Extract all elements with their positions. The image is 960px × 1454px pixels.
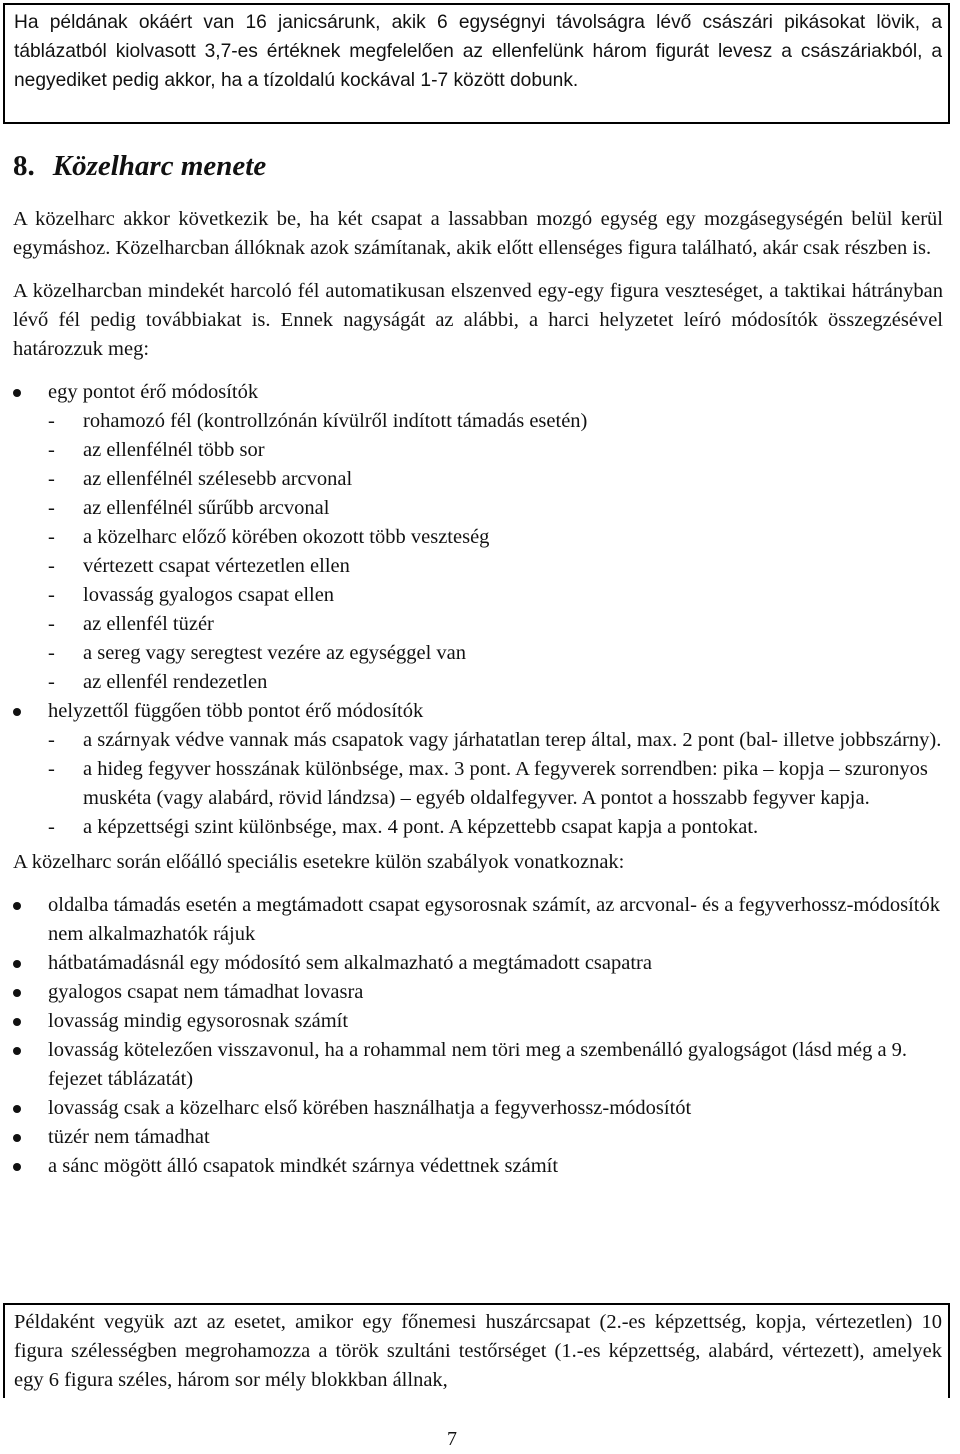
modifier-group bbox=[13, 697, 943, 842]
page-number: 7 bbox=[447, 1428, 457, 1450]
modifier-group-label: egy pontot érő módosítók bbox=[48, 381, 259, 403]
section-number: 8. bbox=[13, 150, 35, 182]
example-text-top: Ha példának okáért van 16 janicsárunk, akik 6 egységnyi távolságra lévő császári pikásokat lövik, a táblázatból kiolvasott 3,7-es értéknek megfelelően az ellenfelünk három figurát levesz a császáriakból, a negyediket pedig akkor, ha a tízoldalú kockával 1-7 között dobunk. bbox=[14, 12, 942, 91]
list-item: - vértezett csapat vértezetlen ellen bbox=[48, 552, 943, 581]
example-box-top bbox=[3, 3, 950, 124]
list-item: - a képzettségi szint különbsége, max. 4 pont. A képzettebb csapat kapja a pontokat. bbox=[48, 813, 943, 842]
list-item: - az ellenfélnél sűrűbb arcvonal bbox=[48, 494, 943, 523]
list-item: - a közelharc előző körében okozott több veszteség bbox=[48, 523, 943, 552]
paragraph-losses: A közelharcban mindekét harcoló fél automatikusan elszenved egy-egy figura veszteséget, a taktikai hátrányban lévő fél pedig továbbiakat is. Ennek nagyságát az alábbi, a harci helyzetet leíró módosítók összegzésével határozzuk meg: bbox=[13, 280, 943, 360]
list-item: a sánc mögött álló csapatok mindkét szárnya védettnek számít bbox=[13, 1152, 943, 1181]
modifier-group bbox=[13, 378, 943, 697]
list-item: lovasság kötelezően visszavonul, ha a rohammal nem töri meg a szembenálló gyalogságot (lásd még a 9. fejezet táblázatát) bbox=[13, 1036, 943, 1094]
modifier-group-label: helyzettől függően több pontot érő módosítók bbox=[48, 700, 424, 722]
section-heading bbox=[13, 146, 266, 186]
list-item: - lovasság gyalogos csapat ellen bbox=[48, 581, 943, 610]
special-rules-list bbox=[13, 891, 943, 1181]
list-item: - rohamozó fél (kontrollzónán kívülről indított támadás esetén) bbox=[48, 407, 943, 436]
list-item: hátbatámadásnál egy módosító sem alkalmazható a megtámadott csapatra bbox=[13, 949, 943, 978]
modifier-items bbox=[48, 407, 943, 697]
section-body bbox=[13, 205, 943, 1181]
list-item: - az ellenfél rendezetlen bbox=[48, 668, 943, 697]
list-item: - a szárnyak védve vannak más csapatok vagy járhatatlan terep által, max. 2 pont (bal- illetve jobbszárny). bbox=[48, 726, 943, 755]
modifier-list bbox=[13, 378, 943, 842]
example-text-bottom: Példaként vegyük azt az esetet, amikor egy főnemesi huszárcsapat (2.-es képzettség, kopja, vértezetlen) 10 figura szélességben megrohamozza a török szultáni testőrséget (1.-es képzettség, alabárd, vértezett), amelyek egy 6 figura széles, három sor mély blokkban állnak, bbox=[14, 1311, 942, 1391]
list-item: tüzér nem támadhat bbox=[13, 1123, 943, 1152]
list-item: - az ellenfélnél több sor bbox=[48, 436, 943, 465]
example-box-bottom bbox=[3, 1303, 950, 1398]
paragraph-intro: A közelharc akkor következik be, ha két csapat a lassabban mozgó egység egy mozgásegységén belül kerül egymáshoz. Közelharcban állóknak azok számítanak, akik előtt ellenséges figura található, akár csak részben is. bbox=[13, 208, 943, 259]
section-title: Közelharc menete bbox=[52, 150, 267, 182]
paragraph-special: A közelharc során előálló speciális esetekre külön szabályok vonatkoznak: bbox=[13, 851, 625, 873]
list-item: - az ellenfél tüzér bbox=[48, 610, 943, 639]
list-item: - az ellenfélnél szélesebb arcvonal bbox=[48, 465, 943, 494]
list-item: gyalogos csapat nem támadhat lovasra bbox=[13, 978, 943, 1007]
list-item: - a hideg fegyver hosszának különbsége, max. 3 pont. A fegyverek sorrendben: pika – kopja – szuronyos muskéta (vagy alabárd, rövid lándzsa) – egyéb oldalfegyver. A pontot a hosszabb fegyver kapja. bbox=[48, 755, 943, 813]
list-item: oldalba támadás esetén a megtámadott csapat egysorosnak számít, az arcvonal- és a fegyverhossz-módosítók nem alkalmazhatók rájuk bbox=[13, 891, 943, 949]
list-item: lovasság mindig egysorosnak számít bbox=[13, 1007, 943, 1036]
list-item: lovasság csak a közelharc első körében használhatja a fegyverhossz-módosítót bbox=[13, 1094, 943, 1123]
list-item: - a sereg vagy seregtest vezére az egységgel van bbox=[48, 639, 943, 668]
modifier-items bbox=[48, 726, 943, 842]
